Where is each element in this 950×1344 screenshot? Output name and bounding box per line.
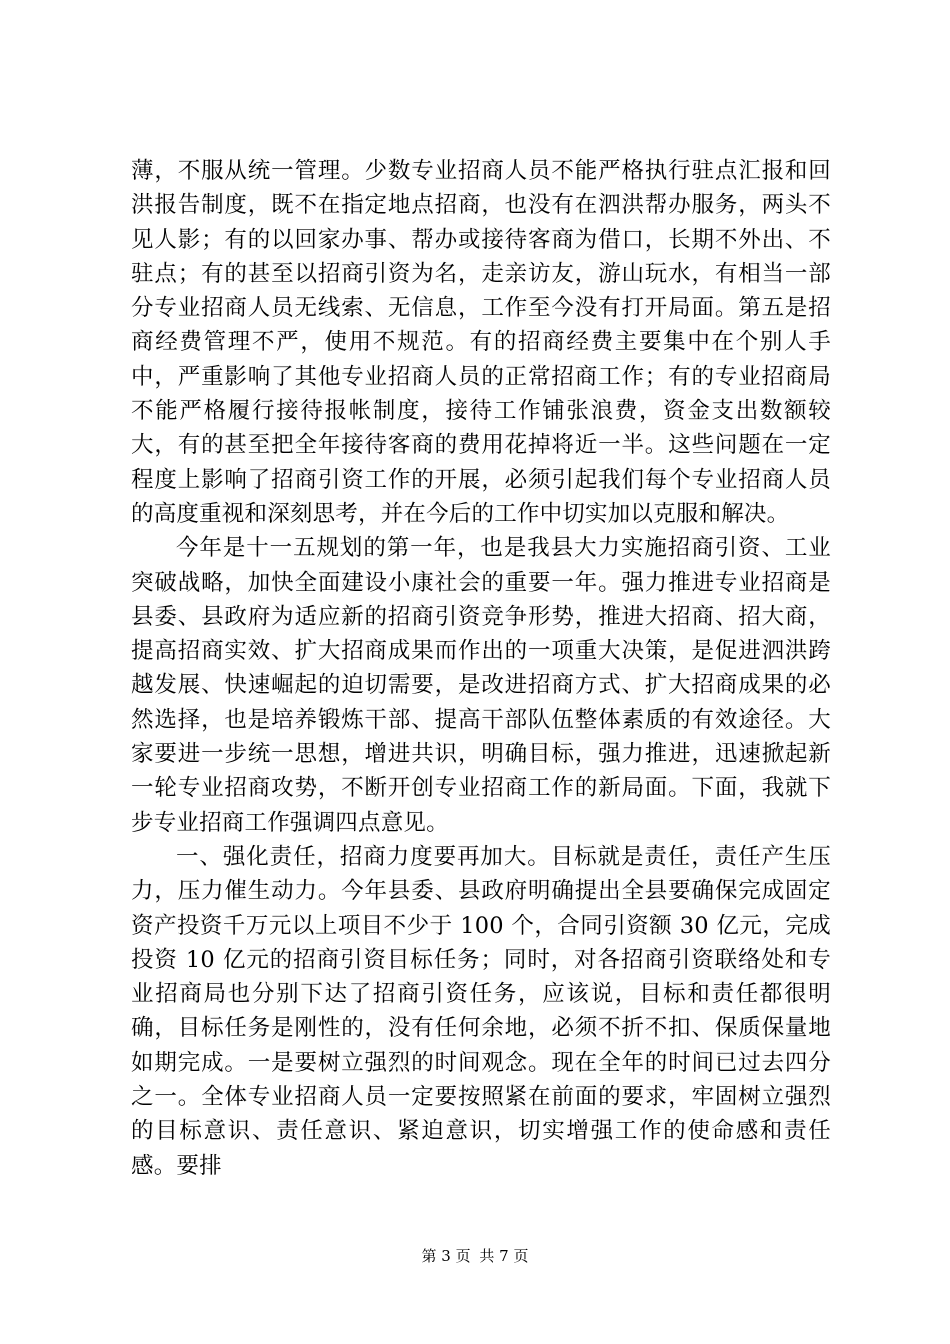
page-total: 共 7 页 <box>479 1247 529 1265</box>
page-footer <box>0 1245 950 1266</box>
paragraph-continuation: 薄，不服从统一管理。少数专业招商人员不能严格执行驻点汇报和回洪报告制度，既不在指定地点招商，也没有在泗洪帮办服务，两头不见人影；有的以回家办事、帮办或接待客商为借口，长期不外出、不驻点；有的甚至以招商引资为名，走亲访友，游山玩水，有相当一部分专业招商人员无线索、无信息，工作至今没有打开局面。第五是招商经费管理不严，使用不规范。有的招商经费主要集中在个别人手中，严重影响了其他专业招商人员的正常招商工作；有的专业招商局不能严格履行接待报帐制度，接待工作铺张浪费，资金支出数额较大，有的甚至把全年接待客商的费用花掉将近一半。这些问题在一定程度上影响了招商引资工作的开展，必须引起我们每个专业招商人员的高度重视和深刻思考，并在今后的工作中切实加以克服和解决。 <box>131 158 831 527</box>
paragraph-point-one: 一、强化责任，招商力度要再加大。目标就是责任，责任产生压力，压力催生动力。今年县委、县政府明确提出全县要确保完成固定资产投资千万元以上项目不少于 100 个，合同引资额 30 亿元，完成投资 10 亿元的招商引资目标任务；同时，对各招商引资联络处和专业招商局也分别下达了招商引资任务，应该说，目标和责任都很明确，目标任务是刚性的，没有任何余地，必须不折不扣、保质保量地如期完成。一是要树立强烈的时间观念。现在全年的时间已过去四分之一。全体专业招商人员一定要按照紧在前面的要求，牢固树立强烈的目标意识、责任意识、紧迫意识，切实增强工作的使命感和责任感。要排 <box>131 843 831 1179</box>
paragraph-this-year: 今年是十一五规划的第一年，也是我县大力实施招商引资、工业突破战略，加快全面建设小康社会的重要一年。强力推进专业招商是县委、县政府为适应新的招商引资竞争形势，推进大招商、招大商，提高招商实效、扩大招商成果而作出的一项重大决策，是促进泗洪跨越发展、快速崛起的迫切需要，是改进招商方式、扩大招商成果的必然选择，也是培养锻炼干部、提高干部队伍整体素质的有效途径。大家要进一步统一思想，增进共识，明确目标，强力推进，迅速掀起新一轮专业招商攻势，不断开创专业招商工作的新局面。下面，我就下步专业招商工作强调四点意见。 <box>131 535 831 836</box>
document-body <box>131 154 831 1183</box>
page-number: 第 3 页 <box>421 1247 471 1265</box>
